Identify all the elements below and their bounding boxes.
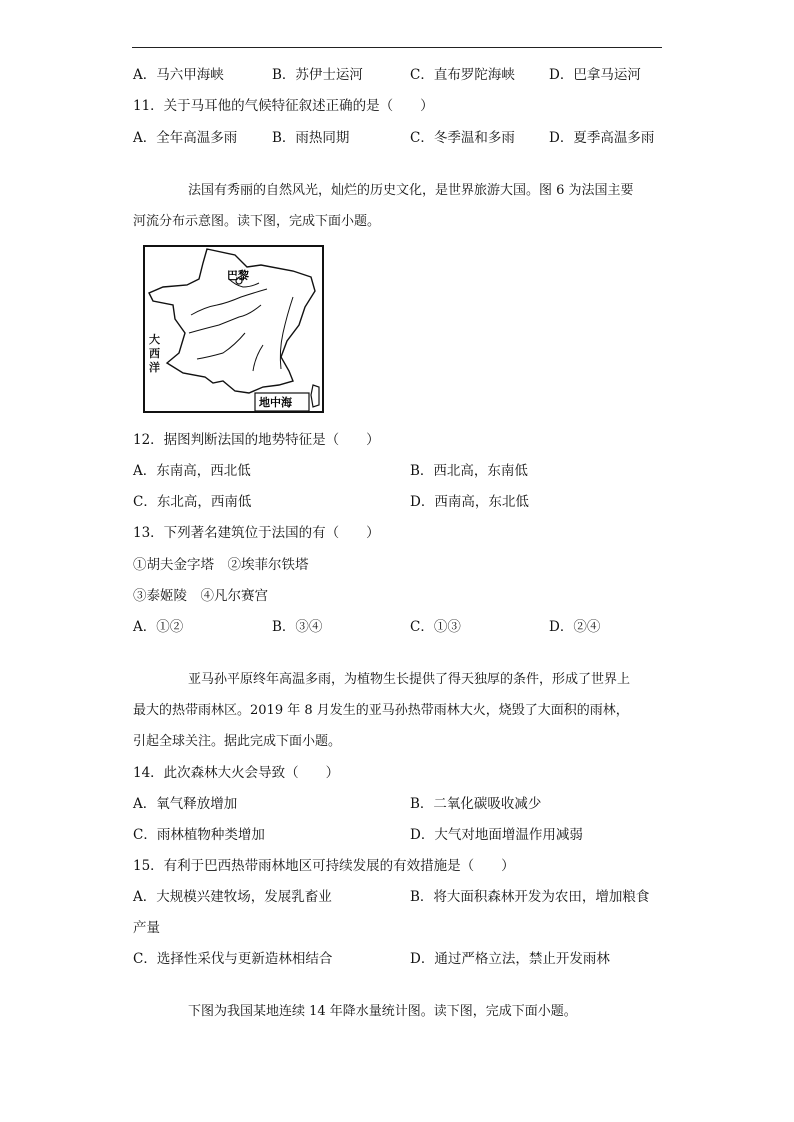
- q13-option-d[interactable]: D．②④: [549, 619, 601, 635]
- q14-option-c[interactable]: C．雨林植物种类增加: [133, 827, 265, 843]
- amazon-intro-line2: 最大的热带雨林区。2019 年 8 月发生的亚马孙热带雨林大火，烧毁了大面积的雨林，: [133, 703, 629, 718]
- q15-option-b-continued: 产量: [133, 920, 160, 936]
- q10-option-c[interactable]: C．直布罗陀海峡: [410, 67, 515, 83]
- q14-option-d[interactable]: D．大气对地面增温作用减弱: [410, 827, 583, 843]
- q13-option-b[interactable]: B．③④: [272, 619, 323, 635]
- france-river-map: [143, 245, 324, 413]
- france-map-figure: [143, 245, 324, 413]
- q11-option-a[interactable]: A．全年高温多雨: [133, 130, 238, 146]
- map-label-atlantic: 大西洋: [149, 333, 160, 374]
- map-label-mediterranean: 地中海: [259, 396, 292, 409]
- amazon-intro-line3: 引起全球关注。据此完成下面小题。: [133, 734, 342, 749]
- q15-option-c[interactable]: C．选择性采伐与更新造林相结合: [133, 951, 333, 967]
- q11-option-c[interactable]: C．冬季温和多雨: [410, 130, 515, 146]
- q15-option-d[interactable]: D．通过严格立法，禁止开发雨林: [410, 951, 610, 967]
- q12-option-d[interactable]: D．西南高，东北低: [410, 494, 529, 510]
- france-intro-line1: 法国有秀丽的自然风光，灿烂的历史文化，是世界旅游大国。图 6 为法国主要: [188, 183, 634, 198]
- q11-option-b[interactable]: B．雨热同期: [272, 130, 350, 146]
- rainfall-intro: 下图为我国某地连续 14 年降水量统计图。读下图，完成下面小题。: [188, 1004, 577, 1019]
- q13-option-a[interactable]: A．①②: [133, 619, 184, 635]
- q11-stem: 11．关于马耳他的气候特征叙述正确的是（ ）: [133, 98, 434, 114]
- q14-option-a[interactable]: A．氧气释放增加: [133, 796, 238, 812]
- q10-option-b[interactable]: B．苏伊士运河: [272, 67, 363, 83]
- amazon-intro-line1: 亚马孙平原终年高温多雨，为植物生长提供了得天独厚的条件，形成了世界上: [188, 672, 631, 687]
- q14-stem: 14．此次森林大火会导致（ ）: [133, 765, 340, 781]
- q12-option-a[interactable]: A．东南高，西北低: [133, 463, 251, 479]
- q12-stem: 12．据图判断法国的地势特征是（ ）: [133, 432, 380, 448]
- q15-option-a[interactable]: A．大规模兴建牧场，发展乳畜业: [133, 889, 332, 905]
- q13-option-c[interactable]: C．①③: [410, 619, 461, 635]
- q13-items-line1: ①胡夫金字塔 ②埃菲尔铁塔: [133, 557, 309, 573]
- q13-stem: 13．下列著名建筑位于法国的有（ ）: [133, 525, 380, 541]
- france-intro-line2: 河流分布示意图。读下图，完成下面小题。: [133, 214, 381, 229]
- q15-option-b[interactable]: B．将大面积森林开发为农田，增加粮食: [410, 889, 650, 905]
- q13-items-line2: ③泰姬陵 ④凡尔赛宫: [133, 588, 268, 604]
- q11-option-d[interactable]: D．夏季高温多雨: [549, 130, 655, 146]
- q10-option-d[interactable]: D．巴拿马运河: [549, 67, 641, 83]
- q12-option-c[interactable]: C．东北高，西南低: [133, 494, 252, 510]
- q10-option-a[interactable]: A．马六甲海峡: [133, 67, 224, 83]
- q14-option-b[interactable]: B．二氧化碳吸收减少: [410, 796, 542, 812]
- q12-option-b[interactable]: B．西北高，东南低: [410, 463, 528, 479]
- q15-stem: 15．有利于巴西热带雨林地区可持续发展的有效措施是（ ）: [133, 858, 515, 874]
- map-label-paris: 巴黎: [227, 269, 249, 282]
- top-rule: [132, 47, 662, 48]
